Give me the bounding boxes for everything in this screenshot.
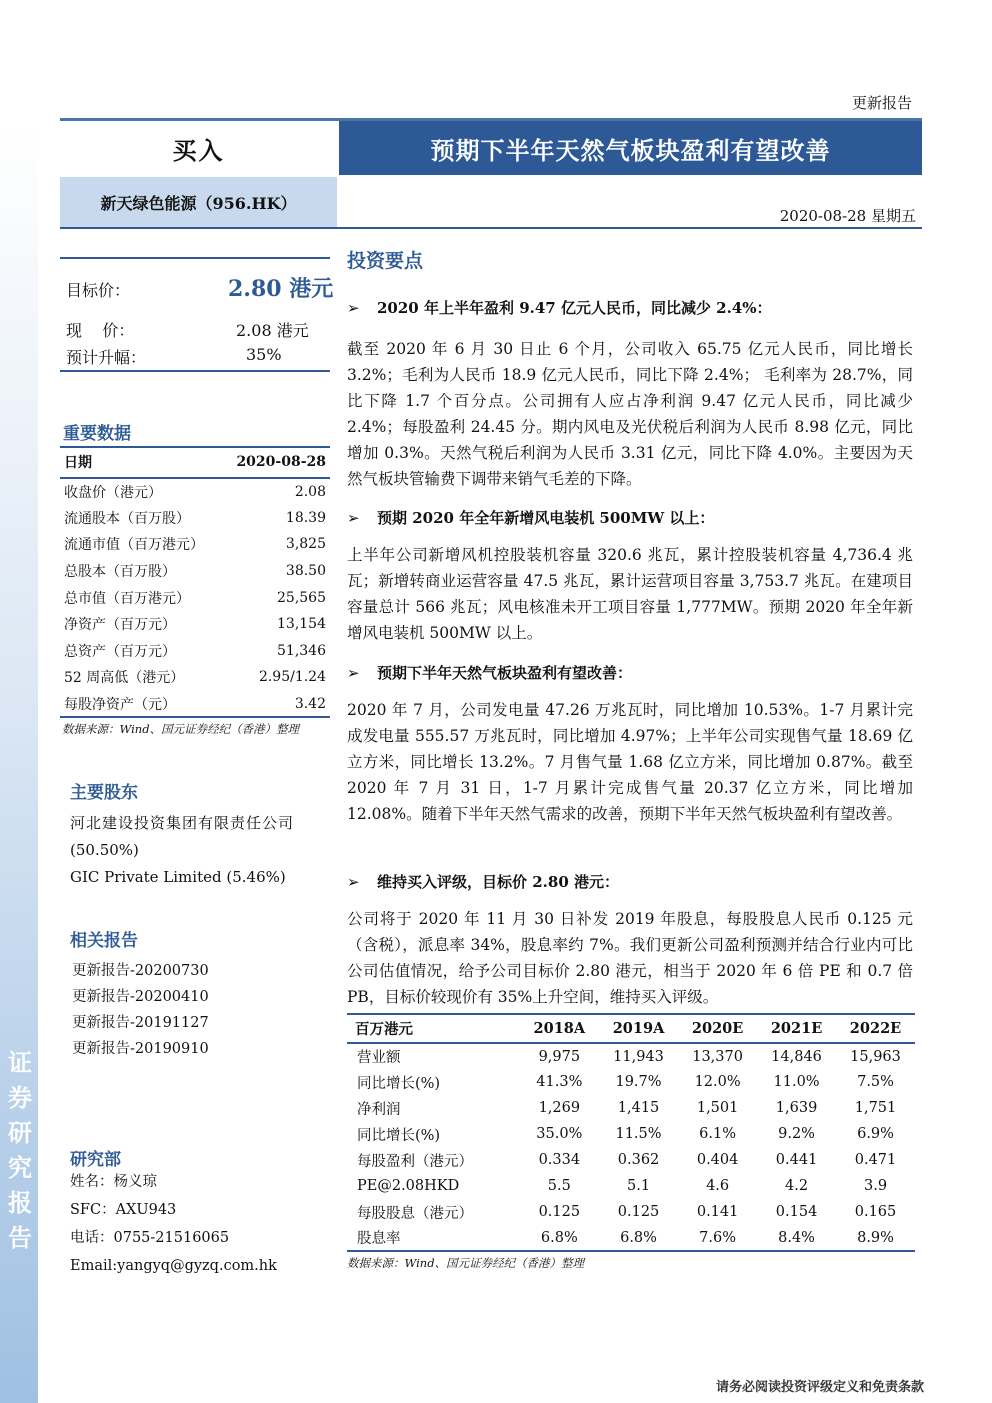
table-cell: 2.08: [294, 483, 326, 500]
table-cell: 38.50: [285, 563, 326, 580]
strip-char: 研: [8, 1118, 32, 1147]
analyst-sfc: SFC：AXU943: [70, 1202, 177, 1218]
table-cell: 0.334: [538, 1152, 581, 1168]
analyst-email[interactable]: Email:yangyq@gyzq.com.hk: [70, 1258, 277, 1274]
table-cell: 1,751: [854, 1100, 897, 1116]
table-header-cell: 2018A: [520, 1014, 599, 1043]
table-cell: 净利润: [357, 1101, 401, 1118]
table-row: [347, 1199, 915, 1225]
table-header-cell: 2019A: [599, 1014, 678, 1043]
table-row: [60, 531, 330, 558]
table-row: [347, 1225, 915, 1251]
shareholder-line: 河北建设投资集团有限责任公司: [70, 814, 295, 832]
disclaimer-note: 请务必阅读投资评级定义和免责条款: [715, 1380, 924, 1395]
table-cell: 18.39: [285, 509, 326, 526]
table-row: [60, 584, 330, 611]
paragraph: 上半年公司新增风机控股装机容量 320.6 兆瓦，累计控股装机容量 4,736.4 兆瓦；新增转商业运营容量 47.5 兆瓦，累计运营项目容量 3,753.7 兆瓦。在建项目容量总计 566 兆瓦；风电核准未开工项目容量 1,777MW。预期 2020 年全年新增风电装机 500MW 以上。: [347, 546, 913, 642]
table-cell: 7.5%: [857, 1074, 894, 1090]
table-cell: 8.4%: [757, 1225, 836, 1251]
table-cell: 每股净资产（元）: [60, 691, 223, 718]
table-cell: 11.0%: [773, 1074, 820, 1090]
table-row: [60, 505, 330, 532]
target-price-value: 2.80 港元: [228, 276, 334, 302]
table-cell: 7.6%: [678, 1225, 757, 1251]
table-cell: 股息率: [347, 1225, 520, 1251]
table-header-row: [347, 1014, 915, 1043]
bullet-text: 2020 年上半年盈利 9.47 亿元人民币，同比减少 2.4%：: [377, 299, 772, 317]
key-data-source: 数据来源：Wind、国元证券经纪（香港）整理: [62, 722, 300, 736]
table-cell: 12.0%: [694, 1074, 741, 1090]
table-row: [347, 1173, 915, 1199]
bullet-text: 维持买入评级，目标价 2.80 港元：: [377, 873, 619, 891]
upside-value: 35%: [246, 345, 282, 364]
table-cell: 0.125: [538, 1204, 581, 1220]
table-cell: 同比增长(%): [357, 1075, 441, 1092]
report-title: 预期下半年天然气板块盈利有望改善: [339, 121, 922, 175]
header-bottom-rule: [60, 227, 922, 229]
table-row: [347, 1043, 915, 1069]
table-cell: 0.165: [854, 1204, 897, 1220]
financials-source: 数据来源：Wind、国元证券经纪（香港）整理: [347, 1256, 585, 1270]
table-cell: 9,975: [538, 1048, 581, 1065]
target-price-label: 目标价：: [66, 281, 131, 300]
table-cell: 收盘价（港元）: [64, 484, 162, 501]
table-row: [347, 1069, 915, 1095]
table-cell: 净资产（百万元）: [64, 617, 176, 634]
table-cell: 19.7%: [615, 1074, 662, 1090]
bullet-heading: [347, 297, 772, 318]
sidebar-vertical-label: [6, 1045, 34, 1255]
related-report-link[interactable]: 更新报告-20191127: [72, 1015, 209, 1031]
table-cell: 流通股本（百万股）: [64, 510, 190, 527]
strip-char: 证: [8, 1048, 32, 1077]
table-cell: 9.2%: [778, 1126, 815, 1142]
table-cell: 52 周高低（港元）: [64, 670, 185, 687]
bullet-text: 预期下半年天然气板块盈利有望改善：: [377, 664, 633, 682]
related-report-link[interactable]: 更新报告-20190910: [72, 1041, 209, 1057]
table-cell: 1,269: [538, 1100, 581, 1116]
analyst-phone: 电话：0755-21516065: [70, 1230, 230, 1246]
table-cell: 5.5: [547, 1178, 571, 1194]
paragraph: 2020 年 7 月，公司发电量 47.26 万兆瓦时，同比增加 10.53%。1-7 月累计完成发电量 555.57 万兆瓦时，同比增加 4.97%；上半年公司实现售气量 18.69 亿立方米，同比增长 13.2%。7 月售气量 1.68 亿立方米，同比增加 0.87%。截至 2020 年 7 月 31 日，1-7 月累计完成售气量 20.37 亿立方米，同比增加 12.08%。随着下半年天然气需求的改善，预期下半年天然气板块盈利有望改善。: [347, 701, 913, 823]
table-header-cell: 百万港元: [347, 1014, 520, 1043]
table-cell: 1,415: [617, 1100, 660, 1116]
table-row: [347, 1147, 915, 1173]
upside-label: 预计升幅：: [66, 348, 147, 367]
arrow-bullet-icon: ➢: [347, 508, 360, 527]
table-cell: 总股本（百万股）: [64, 564, 176, 581]
table-row: [347, 1095, 915, 1121]
table-cell: 1,501: [696, 1100, 739, 1116]
table-cell: 35.0%: [536, 1126, 583, 1142]
related-reports-list: [72, 958, 334, 1062]
related-reports-heading: 相关报告: [70, 931, 138, 951]
table-cell: 0.404: [696, 1152, 739, 1168]
strip-char: 报: [8, 1188, 32, 1217]
table-header-cell: 2020-08-28: [223, 447, 330, 478]
table-cell: PE@2.08HKD: [357, 1178, 460, 1194]
table-cell: 0.441: [775, 1152, 818, 1168]
report-date: 2020-08-28 星期五: [779, 207, 916, 225]
related-report-link[interactable]: 更新报告-20200410: [72, 989, 209, 1005]
table-cell: 流通市值（百万港元）: [64, 537, 204, 554]
current-price-row: [66, 318, 326, 341]
table-cell: 4.2: [785, 1178, 809, 1194]
table-row: [60, 558, 330, 585]
paragraph: 截至 2020 年 6 月 30 日止 6 个月，公司收入 65.75 亿元人民币，同比增长 3.2%；毛利为人民币 18.9 亿元人民币，同比下降 2.4%； 毛利率为 28.7%，同比下降 1.7 个百分点。公司拥有人应占净利润 9.47 亿元人民币，同比减少 2.4%；每股盈利 24.45 分。期内风电及光伏税后利润为人民币 8.98 亿元，同比增加 0.3%。天然气税后利润为人民币 3.31 亿元，同比下降 4.0%。主要因为天然气板块管输费下调带来销气毛差的下降。: [347, 340, 913, 488]
table-cell: 5.1: [626, 1178, 651, 1194]
strip-char: 告: [8, 1223, 32, 1252]
paragraph: 公司将于 2020 年 11 月 30 日补发 2019 年股息，每股股息人民币 0.125 元（含税），派息率 34%，股息率约 7%。我们更新公司盈利预测并结合行业内可比公司估值情况，给予公司目标价 2.80 港元，相当于 2020 年 6 倍 PE 和 0.7 倍 PB，目标价较现价有 35%上升空间，维持买入评级。: [347, 910, 913, 1006]
shareholders-list: [70, 810, 332, 891]
key-data-heading: 重要数据: [63, 424, 131, 444]
arrow-bullet-icon: ➢: [347, 298, 360, 317]
current-price-value: 2.08 港元: [236, 321, 309, 340]
table-cell: 14,846: [771, 1048, 822, 1065]
table-cell: 2.95/1.24: [258, 669, 326, 686]
table-cell: 0.362: [617, 1152, 660, 1168]
shareholder-line: (50.50%): [70, 841, 139, 859]
table-cell: 25,565: [277, 589, 326, 606]
table-cell: 3.9: [863, 1178, 888, 1194]
price-block-bottom-rule: [60, 370, 330, 372]
table-row: [60, 664, 330, 691]
shareholder-line: GIC Private Limited (5.46%): [70, 868, 286, 886]
table-cell: 13,370: [692, 1048, 743, 1065]
rating-badge: 买入: [172, 135, 225, 165]
price-block-top-rule: [60, 257, 330, 259]
table-cell: 3,825: [285, 536, 326, 553]
investment-highlights-heading: 投资要点: [347, 250, 424, 272]
current-price-label: 现 价：: [66, 321, 135, 340]
financial-forecast-table: [347, 1013, 915, 1252]
table-header-cell: 2021E: [757, 1014, 836, 1043]
table-cell: 总市值（百万港元）: [64, 590, 190, 607]
table-cell: 每股股息（港元）: [357, 1205, 473, 1222]
table-cell: 同比增长(%): [357, 1127, 441, 1144]
strip-char: 究: [8, 1153, 32, 1182]
table-header-row: [60, 447, 330, 478]
table-cell: 每股盈利（港元）: [357, 1153, 473, 1170]
research-heading: 研究部: [70, 1150, 121, 1170]
table-cell: 11,943: [613, 1048, 664, 1065]
company-name: 新天绿色能源（956.HK）: [60, 177, 337, 227]
related-report-link[interactable]: 更新报告-20200730: [72, 963, 209, 979]
table-cell: 营业额: [357, 1050, 401, 1066]
table-cell: 11.5%: [615, 1126, 662, 1142]
bullet-heading: [347, 662, 632, 683]
bullet-text: 预期 2020 年全年新增风电装机 500MW 以上：: [377, 509, 715, 527]
table-cell: 15,963: [850, 1048, 901, 1065]
table-row: [60, 478, 330, 505]
table-cell: 1,639: [775, 1100, 818, 1116]
analyst-name: 姓名：杨义琼: [70, 1174, 157, 1190]
table-cell: 4.6: [706, 1178, 730, 1194]
table-header-cell: 2022E: [836, 1014, 915, 1043]
strip-char: 券: [8, 1083, 32, 1112]
table-header-cell: 2020E: [678, 1014, 757, 1043]
arrow-bullet-icon: ➢: [347, 663, 360, 682]
bullet-heading: [347, 871, 619, 892]
research-contact: [70, 1168, 332, 1280]
report-type-label: 更新报告: [851, 94, 912, 112]
table-cell: 8.9%: [836, 1225, 915, 1251]
table-cell: 41.3%: [536, 1074, 583, 1090]
table-cell: 6.1%: [699, 1126, 737, 1142]
table-cell: 51,346: [277, 642, 326, 659]
table-row: [60, 611, 330, 638]
table-cell: 0.125: [617, 1204, 660, 1220]
upside-row: [66, 345, 326, 368]
table-row: [60, 638, 330, 665]
table-row: [347, 1121, 915, 1147]
table-header-cell: 日期: [60, 447, 223, 478]
table-cell: 3.42: [223, 691, 330, 718]
table-cell: 6.8%: [520, 1225, 599, 1251]
table-cell: 6.9%: [857, 1126, 894, 1142]
table-cell: 0.471: [854, 1152, 897, 1168]
bullet-heading: [347, 507, 714, 528]
table-cell: 6.8%: [599, 1225, 678, 1251]
table-cell: 13,154: [277, 616, 326, 633]
shareholders-heading: 主要股东: [70, 783, 138, 803]
table-cell: 0.154: [775, 1204, 818, 1220]
table-row: [60, 691, 330, 718]
table-cell: 0.141: [696, 1204, 739, 1220]
key-data-table: [60, 446, 330, 718]
arrow-bullet-icon: ➢: [347, 872, 360, 891]
table-cell: 总资产（百万元）: [64, 643, 176, 660]
